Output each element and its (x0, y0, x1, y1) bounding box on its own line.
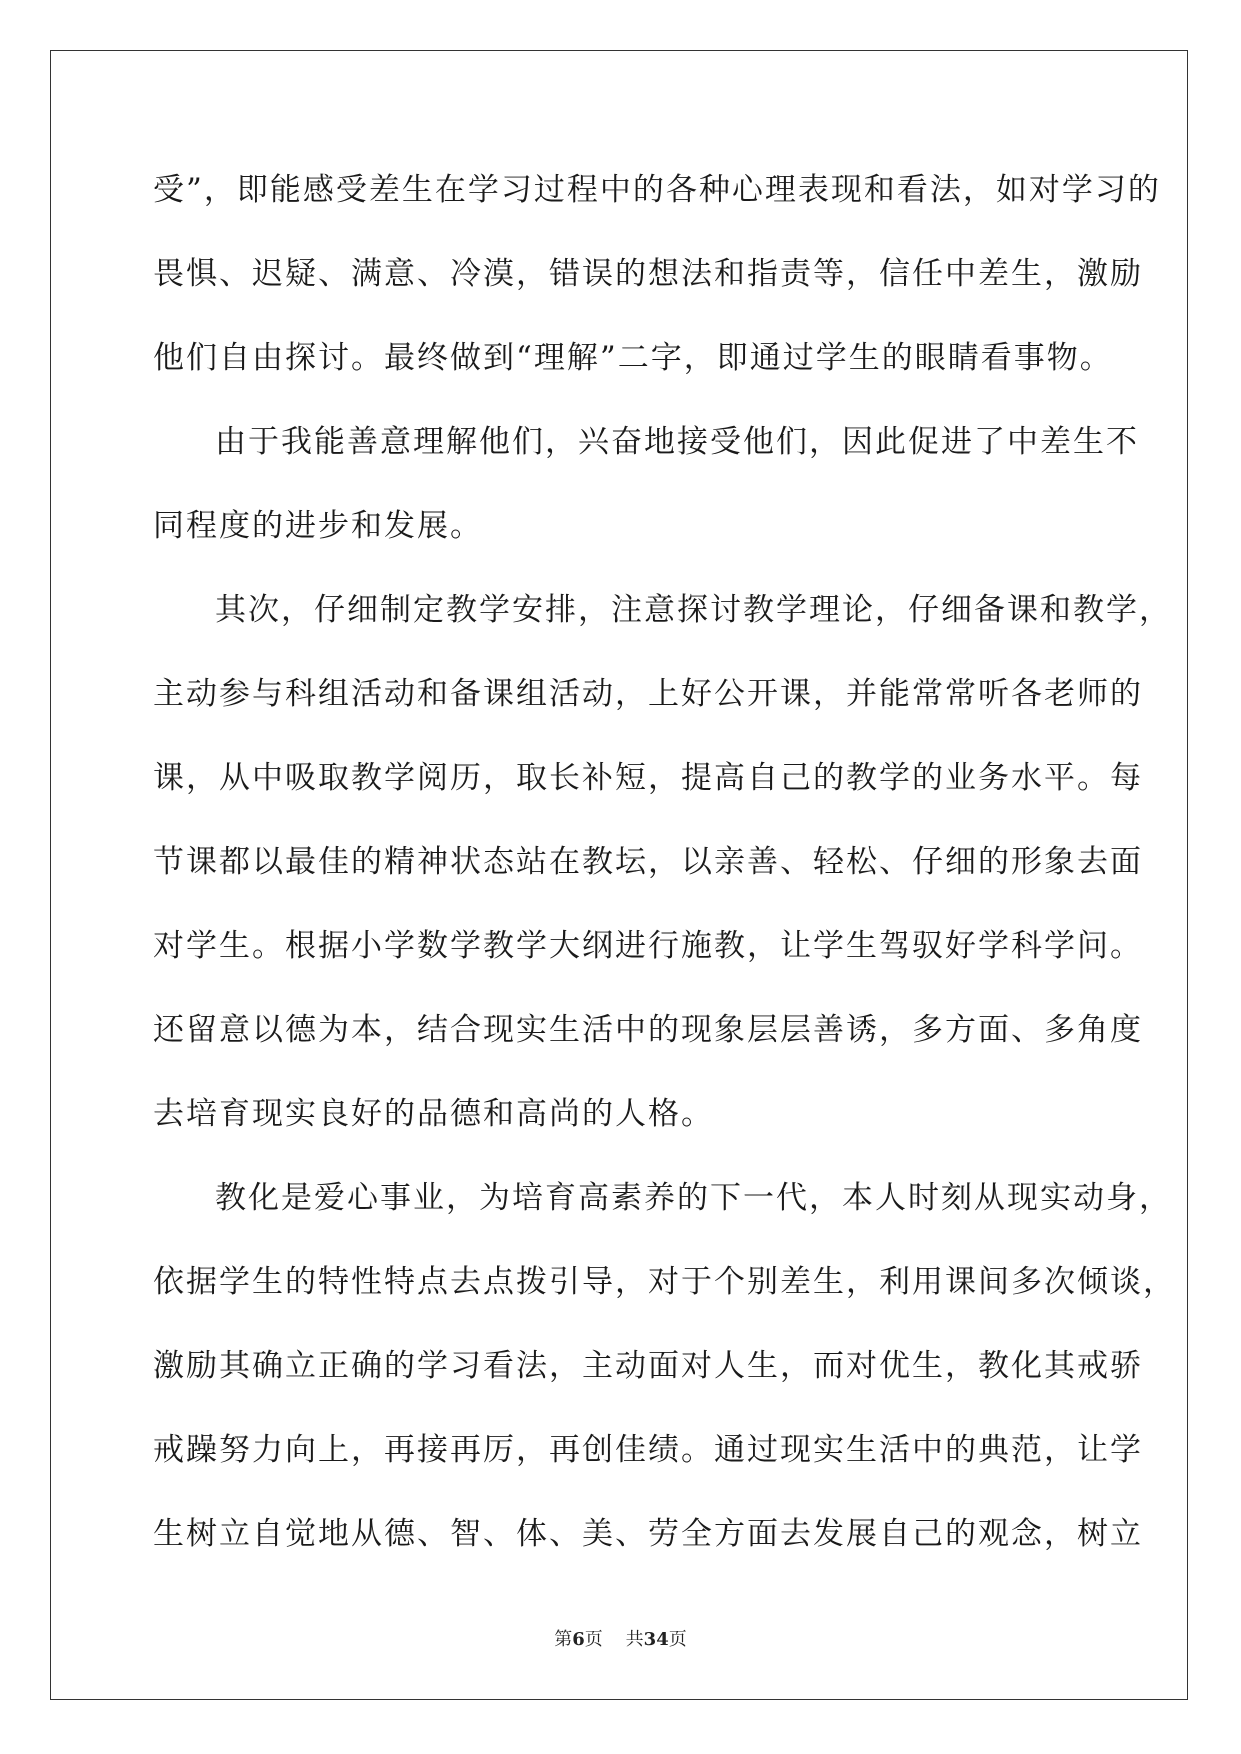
current-page-number: 6 (572, 1629, 585, 1650)
total-page-count: 34 (643, 1629, 669, 1650)
paragraph-start-line: 教化是爱心事业，为培育高素养的下一代，本人时刻从现实动身， (215, 1180, 1172, 1216)
text-line: 节课都以最佳的精神状态站在教坛，以亲善、轻松、仔细的形象去面 (153, 844, 1143, 880)
text-line: 他们自由探讨。最终做到“理解”二字，即通过学生的眼睛看事物。 (153, 340, 1113, 376)
text-line: 同程度的进步和发展。 (153, 508, 483, 544)
paragraph-start-line: 由于我能善意理解他们，兴奋地接受他们，因此促进了中差生不 (215, 424, 1139, 460)
text-line: 对学生。根据小学数学教学大纲进行施教，让学生驾驭好学科学问。 (153, 928, 1143, 964)
text-line: 还留意以德为本，结合现实生活中的现象层层善诱，多方面、多角度 (153, 1012, 1143, 1048)
footer-page-word: 页 (584, 1629, 603, 1650)
text-line: 戒躁努力向上，再接再厉，再创佳绩。通过现实生活中的典范，让学 (153, 1432, 1143, 1468)
text-line: 畏惧、迟疑、满意、冷漠，错误的想法和指责等，信任中差生，激励 (153, 256, 1143, 292)
document-body (153, 160, 1176, 1588)
footer-prefix: 第 (554, 1629, 573, 1650)
footer-total-suffix: 页 (668, 1629, 687, 1650)
text-line: 受”，即能感受差生在学习过程中的各种心理表现和看法，如对学习的 (153, 172, 1161, 208)
text-line: 依据学生的特性特点去点拨引导，对于个别差生，利用课间多次倾谈， (153, 1264, 1176, 1300)
page-number-footer (0, 1625, 1241, 1651)
text-line: 去培育现实良好的品德和高尚的人格。 (153, 1096, 714, 1132)
paragraph-start-line: 其次，仔细制定教学安排，注意探讨教学理论，仔细备课和教学， (215, 592, 1172, 628)
footer-total-prefix: 共 (625, 1629, 644, 1650)
text-line: 生树立自觉地从德、智、体、美、劳全方面去发展自己的观念，树立 (153, 1516, 1143, 1552)
text-line: 激励其确立正确的学习看法，主动面对人生，而对优生，教化其戒骄 (153, 1348, 1143, 1384)
text-line: 主动参与科组活动和备课组活动，上好公开课，并能常常听各老师的 (153, 676, 1143, 712)
text-line: 课，从中吸取教学阅历，取长补短，提高自己的教学的业务水平。每 (153, 760, 1143, 796)
